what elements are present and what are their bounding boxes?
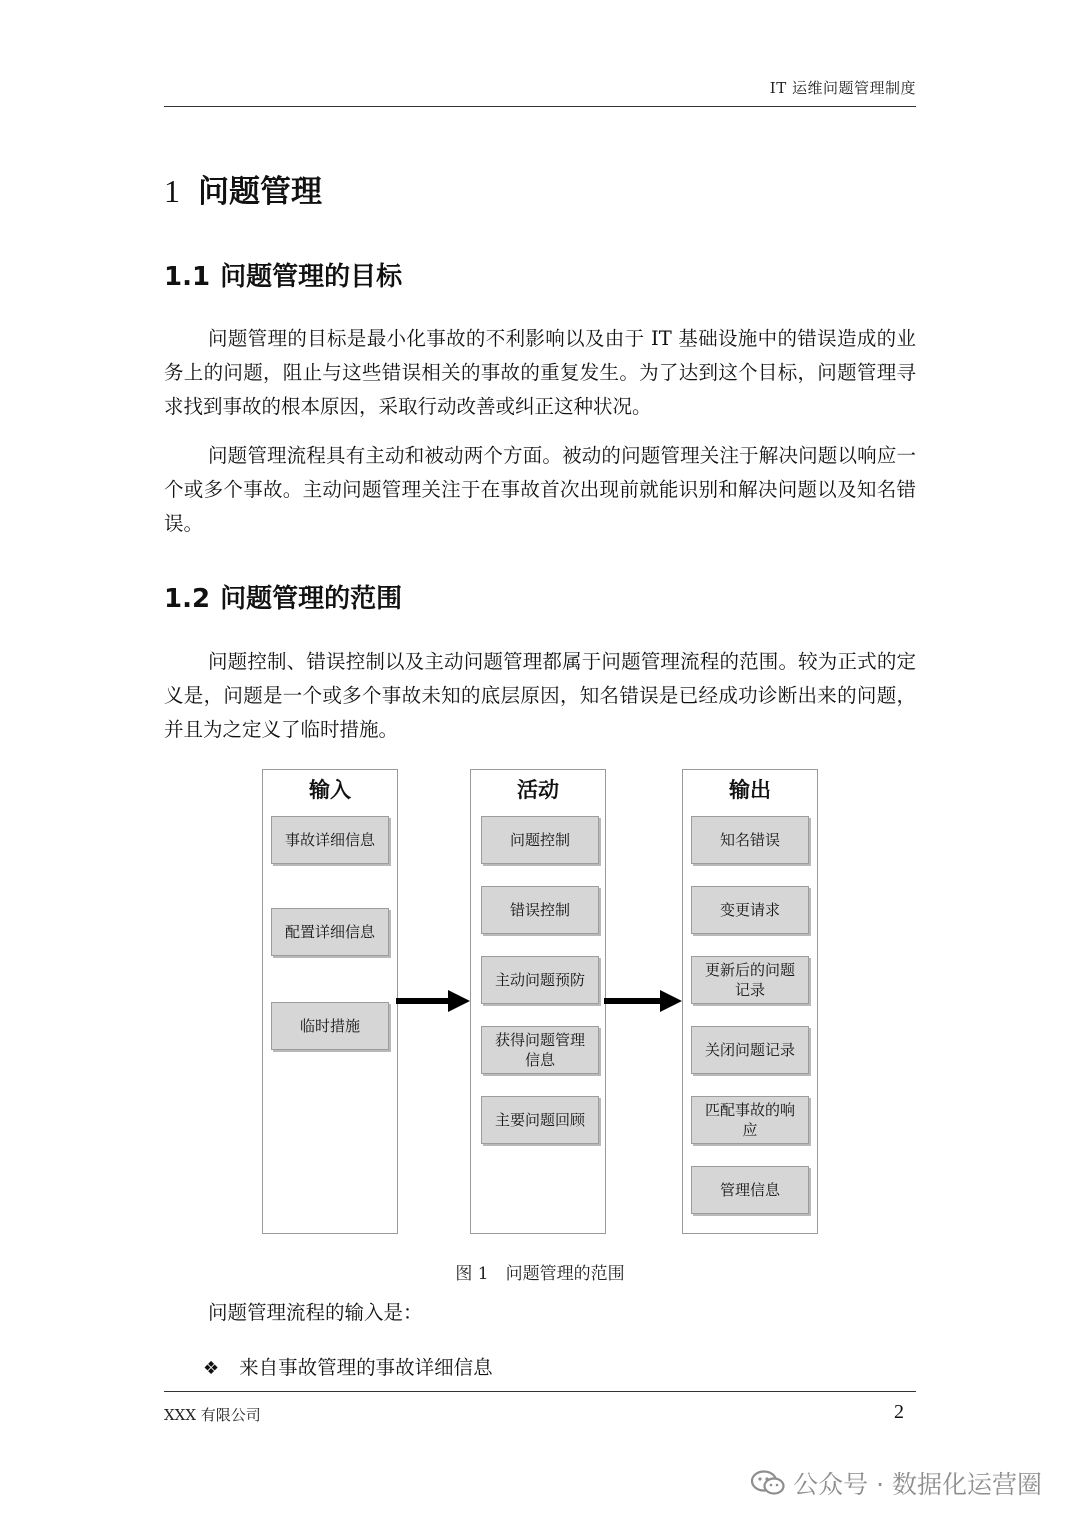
diagram-node: 更新后的问题记录 [691,956,809,1004]
footer-rule [164,1391,916,1392]
page-number: 2 [894,1401,904,1423]
section-heading [164,578,402,615]
diagram-node: 主要问题回顾 [481,1096,599,1144]
diagram-node: 临时措施 [271,1002,389,1050]
chapter-title: 问题管理 [198,174,322,210]
watermark [751,1465,1042,1501]
column-title: 输入 [309,778,351,802]
diagram-node: 事故详细信息 [271,816,389,864]
arrow-right-icon [604,988,684,1014]
section-number: 1.1 [164,262,211,292]
watermark-text: 公众号 · 数据化运营圈 [793,1470,1042,1499]
section-title: 问题管理的目标 [220,262,403,292]
bullet-item [203,1352,493,1380]
wechat-icon [751,1470,785,1496]
column-title: 活动 [517,778,559,802]
bullet-diamond-icon: ❖ [203,1358,220,1379]
diagram-node: 变更请求 [691,886,809,934]
diagram-node: 问题控制 [481,816,599,864]
section-number: 1.2 [164,584,211,614]
paragraph: 问题管理流程具有主动和被动两个方面。被动的问题管理关注于解决问题以响应一个或多个事故。主动问题管理关注于在事故首次出现前就能识别和解决问题以及知名错误。 [164,444,916,535]
diagram-node: 获得问题管理信息 [481,1026,599,1074]
diagram-node: 配置详细信息 [271,908,389,956]
header-rule [164,106,916,107]
input-column [262,769,398,1234]
diagram-node: 错误控制 [481,886,599,934]
running-header: IT 运维问题管理制度 [769,79,916,97]
section-title: 问题管理的范围 [220,584,403,614]
chapter-heading [164,166,322,211]
chapter-number: 1 [164,173,180,209]
diagram-node: 主动问题预防 [481,956,599,1004]
diagram-node: 知名错误 [691,816,809,864]
bullet-text: 来自事故管理的事故详细信息 [239,1356,493,1379]
column-title: 输出 [729,778,771,802]
footer-company: XXX 有限公司 [164,1406,261,1424]
arrow-right-icon [396,988,472,1014]
section-heading [164,256,402,293]
activity-column [470,769,606,1234]
diagram-node: 关闭问题记录 [691,1026,809,1074]
diagram-node: 管理信息 [691,1166,809,1214]
output-column [682,769,818,1234]
paragraph: 问题管理流程的输入是： [208,1301,423,1324]
paragraph: 问题控制、错误控制以及主动问题管理都属于问题管理流程的范围。较为正式的定义是，问题是一个或多个事故未知的底层原因，知名错误是已经成功诊断出来的问题，并且为之定义了临时措施。 [164,650,916,741]
paragraph: 问题管理的目标是最小化事故的不利影响以及由于 IT 基础设施中的错误造成的业务上的问题，阻止与这些错误相关的事故的重复发生。为了达到这个目标，问题管理寻求找到事故的根本原因，采取行动改善或纠正这种状况。 [164,327,916,418]
diagram-node: 匹配事故的响应 [691,1096,809,1144]
figure-caption: 图 1 问题管理的范围 [455,1264,625,1284]
